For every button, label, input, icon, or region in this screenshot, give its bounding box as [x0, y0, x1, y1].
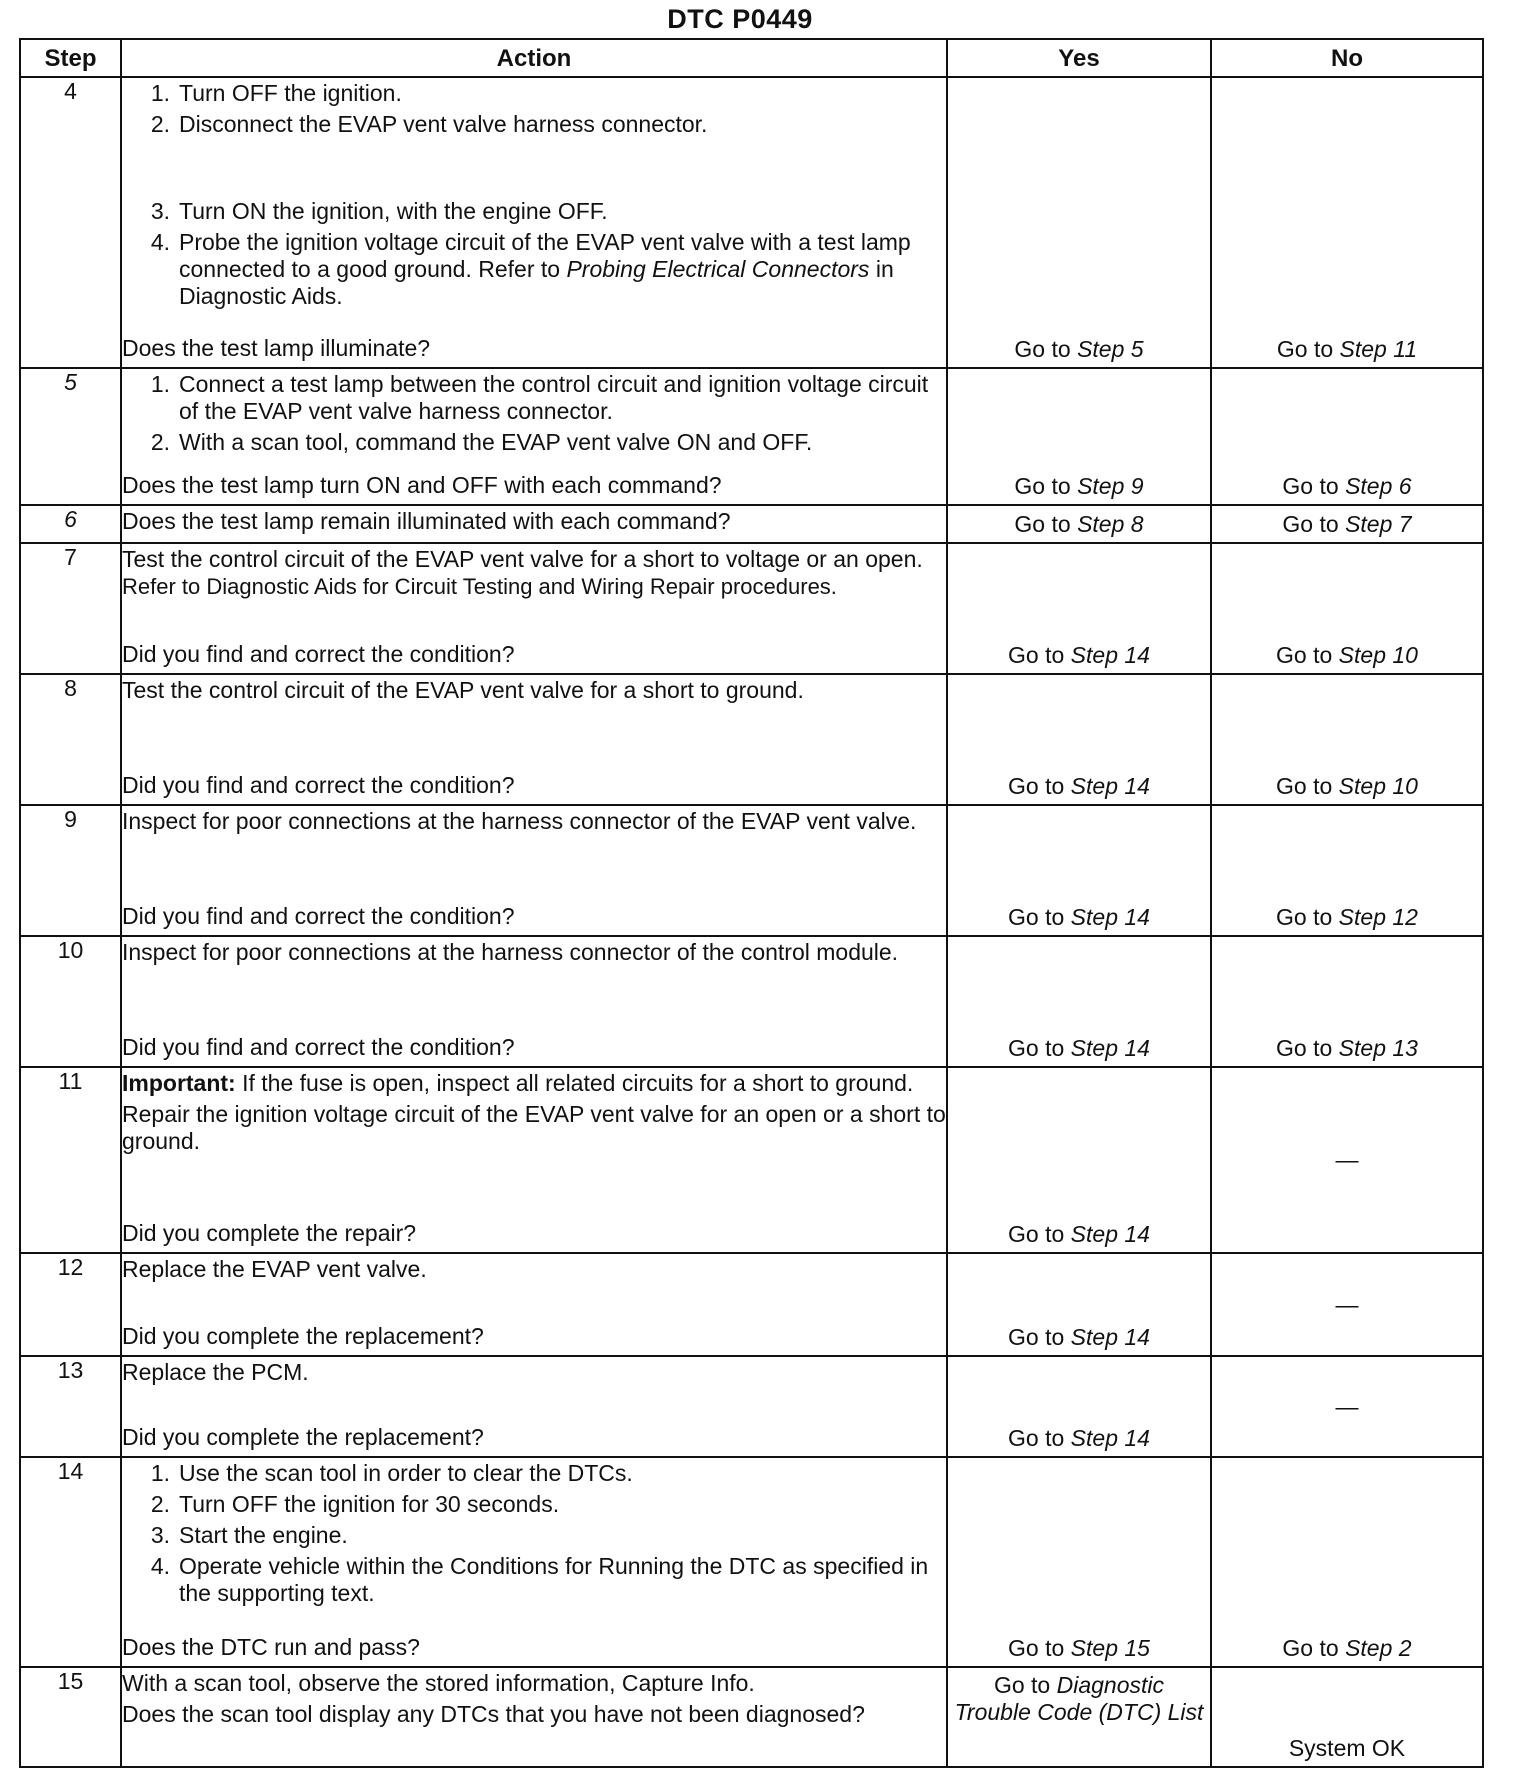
step-number: 12: [20, 1253, 121, 1356]
action-text: Inspect for poor connections at the harness connector of the control module.: [122, 939, 899, 965]
no-cell: Go to Step 13: [1211, 936, 1483, 1067]
not-applicable-dash: —: [1335, 1291, 1359, 1317]
step-number: 8: [20, 674, 121, 805]
table-row-step-14: [20, 1457, 1483, 1667]
action-text: Test the control circuit of the EVAP vent valve for a short to voltage or an open. Refer to Diagnostic Aids for Circuit Testing and Wiring Repair procedures.: [122, 546, 923, 599]
important-note: Important: If the fuse is open, inspect all related circuits for a short to ground.: [122, 1070, 914, 1096]
header-no: No: [1211, 39, 1483, 77]
step-number: 7: [20, 543, 121, 674]
table-row-step-6: [20, 505, 1483, 543]
header-yes: Yes: [947, 39, 1211, 77]
question-text: Did you find and correct the condition?: [122, 641, 515, 667]
list-item: 2. Disconnect the EVAP vent valve harness connector.: [150, 111, 708, 137]
action-text: Replace the PCM.: [122, 1359, 309, 1385]
step-number: 5: [20, 368, 121, 505]
yes-cell: Go to Step 14: [947, 543, 1211, 674]
table-row-step-9: [20, 805, 1483, 936]
no-cell: Go to Step 11: [1211, 77, 1483, 368]
table-row-step-8: [20, 674, 1483, 805]
no-cell: Go to Step 10: [1211, 543, 1483, 674]
step-number: 14: [20, 1457, 121, 1667]
not-applicable-dash: —: [1335, 1393, 1359, 1419]
list-item: 1. Use the scan tool in order to clear the DTCs.: [150, 1460, 633, 1486]
no-cell: [1211, 1356, 1483, 1457]
list-item: 2. Turn OFF the ignition for 30 seconds.: [150, 1491, 560, 1517]
step-number: 11: [20, 1067, 121, 1253]
question-text: Did you find and correct the condition?: [122, 903, 515, 929]
action-text: Repair the ignition voltage circuit of the EVAP vent valve for an open or a short to ground.: [122, 1101, 946, 1154]
no-cell: [1211, 1067, 1483, 1253]
table-row-step-10: [20, 936, 1483, 1067]
step-number: 13: [20, 1356, 121, 1457]
table-row-step-5: [20, 368, 1483, 505]
question-text: Does the test lamp remain illuminated with each command?: [122, 508, 731, 534]
yes-cell: Go to Step 15: [947, 1457, 1211, 1667]
question-text: Did you complete the replacement?: [122, 1424, 484, 1450]
yes-cell: Go to Step 14: [947, 1253, 1211, 1356]
table-row-step-13: [20, 1356, 1483, 1457]
list-item: 2. With a scan tool, command the EVAP vent valve ON and OFF.: [150, 429, 813, 455]
action-cell: [121, 368, 947, 505]
action-cell: [121, 1253, 947, 1356]
step-number: 15: [20, 1667, 121, 1767]
yes-cell: Go to Step 5: [947, 77, 1211, 368]
page-title: DTC P0449: [667, 4, 813, 34]
list-item: 4. Probe the ignition voltage circuit of the EVAP vent valve with a test lamp connected to a good ground. Refer to Probing Electrical Connectors in Diagnostic Aids.: [150, 229, 911, 309]
action-text: With a scan tool, observe the stored information, Capture Info.: [122, 1670, 755, 1696]
question-text: Does the DTC run and pass?: [122, 1634, 420, 1660]
action-cell: [121, 1667, 947, 1767]
list-item: 3. Turn ON the ignition, with the engine OFF.: [150, 198, 608, 224]
question-text: Did you complete the repair?: [122, 1220, 417, 1246]
question-text: Did you find and correct the condition?: [122, 772, 515, 798]
yes-cell: Go to Step 14: [947, 1067, 1211, 1253]
question-text: Does the test lamp turn ON and OFF with each command?: [122, 472, 722, 498]
step-number: 4: [20, 77, 121, 368]
question-text: Does the scan tool display any DTCs that you have not been diagnosed?: [122, 1701, 865, 1727]
reference-link-text: Probing Electrical Connectors: [566, 256, 870, 282]
system-ok-text: System OK: [1288, 1735, 1406, 1761]
step-number: 10: [20, 936, 121, 1067]
yes-cell: Go to Step 14: [947, 1356, 1211, 1457]
action-cell: [121, 674, 947, 805]
action-text: Replace the EVAP vent valve.: [122, 1256, 427, 1282]
no-cell: [1211, 1667, 1483, 1767]
step-number: 6: [20, 505, 121, 543]
action-cell: [121, 936, 947, 1067]
action-text: Test the control circuit of the EVAP vent valve for a short to ground.: [122, 677, 804, 703]
action-cell: [121, 1457, 947, 1667]
action-cell: [121, 543, 947, 674]
table-row-step-4: [20, 77, 1483, 368]
action-cell: [121, 805, 947, 936]
yes-cell: Go to Step 14: [947, 674, 1211, 805]
table-row-step-12: [20, 1253, 1483, 1356]
diagnostic-table: [19, 38, 1484, 1768]
list-item: 3. Start the engine.: [150, 1522, 348, 1548]
question-text: Did you complete the replacement?: [122, 1323, 484, 1349]
list-item: 1. Connect a test lamp between the control circuit and ignition voltage circuit of the EVAP vent valve harness connector.: [150, 371, 929, 424]
table-row-step-15: [20, 1667, 1483, 1767]
no-cell: Go to Step 2: [1211, 1457, 1483, 1667]
no-cell: [1211, 1253, 1483, 1356]
header-step: Step: [20, 39, 121, 77]
step-number: 9: [20, 805, 121, 936]
dtc-list-reference: Diagnostic Trouble Code (DTC) List: [954, 1672, 1204, 1725]
action-text: Inspect for poor connections at the harness connector of the EVAP vent valve.: [122, 808, 917, 834]
no-cell: Go to Step 12: [1211, 805, 1483, 936]
table-header-row: [20, 39, 1483, 77]
no-cell: Go to Step 6: [1211, 368, 1483, 505]
action-cell: [121, 1356, 947, 1457]
no-cell: Go to Step 7: [1211, 505, 1483, 543]
yes-cell: Go to Step 14: [947, 936, 1211, 1067]
header-action: Action: [121, 39, 947, 77]
yes-cell: Go to Diagnostic Trouble Code (DTC) List: [947, 1667, 1211, 1767]
action-cell: [121, 77, 947, 368]
list-item: 4. Operate vehicle within the Conditions for Running the DTC as specified in the supporting text.: [150, 1553, 929, 1606]
action-cell: [121, 505, 947, 543]
table-row-step-11: [20, 1067, 1483, 1253]
question-text: Did you find and correct the condition?: [122, 1034, 515, 1060]
not-applicable-dash: —: [1335, 1146, 1359, 1173]
yes-cell: Go to Step 9: [947, 368, 1211, 505]
yes-cell: Go to Step 14: [947, 805, 1211, 936]
table-row-step-7: [20, 543, 1483, 674]
list-item: 1. Turn OFF the ignition.: [150, 80, 402, 106]
no-cell: Go to Step 10: [1211, 674, 1483, 805]
yes-cell: Go to Step 8: [947, 505, 1211, 543]
action-cell: [121, 1067, 947, 1253]
question-text: Does the test lamp illuminate?: [122, 335, 431, 361]
